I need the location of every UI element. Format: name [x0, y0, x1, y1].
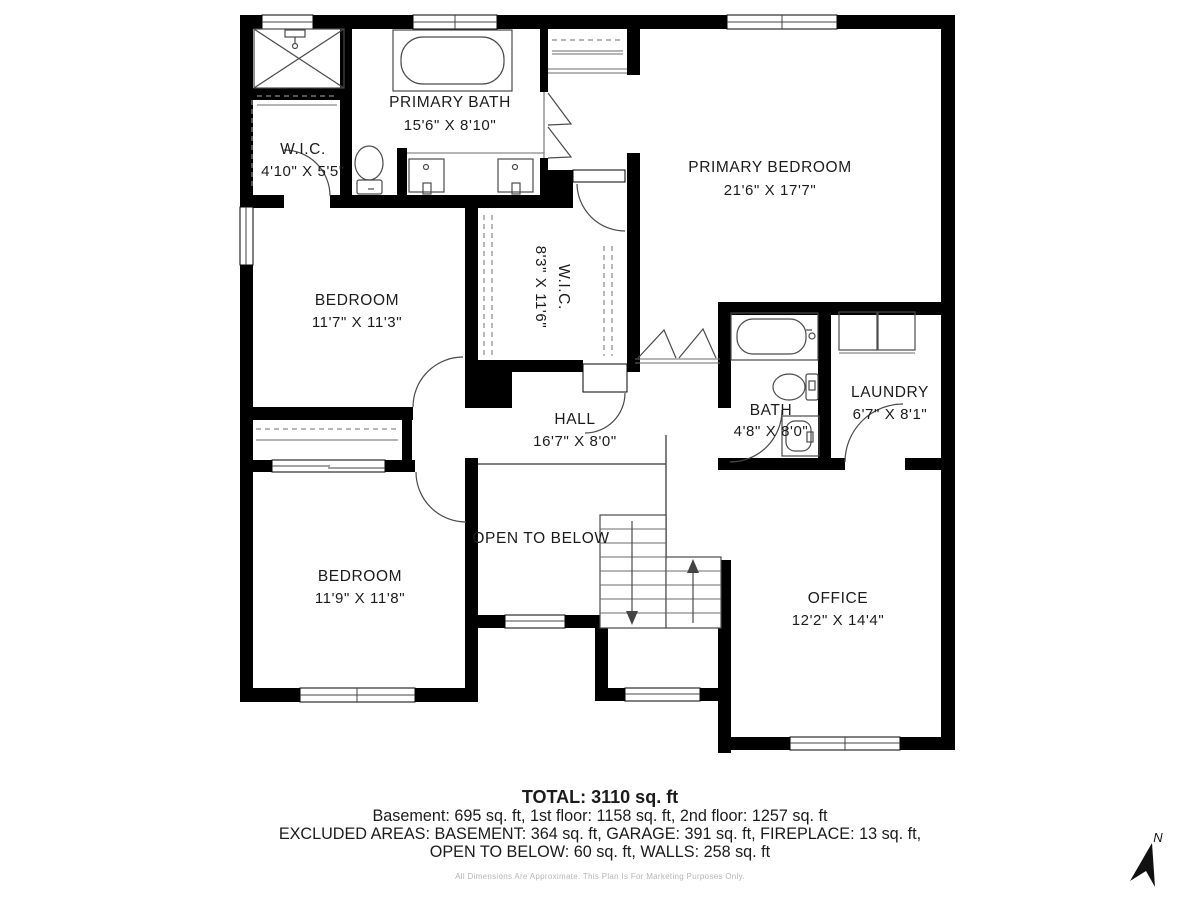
window [505, 615, 565, 628]
vanity-sinks-fixture [407, 153, 544, 194]
shower-fixture [254, 29, 344, 88]
toilet-fixture [773, 374, 818, 400]
door-arc [577, 184, 625, 231]
door-arc [416, 472, 466, 522]
disclaimer-text: All Dimensions Are Approximate. This Plan Is For Marketing Purposes Only. [455, 872, 745, 881]
area-summary [0, 788, 1200, 881]
floor-areas-text: Basement: 695 sq. ft, 1st floor: 1158 sq. ft, 2nd floor: 1257 sq. ft [372, 807, 828, 825]
room-dims-bedroom-lower: 11'9" X 11'8" [314, 590, 406, 607]
room-dims-primary-bath: 15'6" X 8'10" [403, 117, 497, 134]
window [262, 15, 313, 29]
north-label: N [1153, 830, 1163, 845]
room-dims-bedroom-upper: 11'7" X 11'3" [311, 314, 403, 331]
room-label-wic-large: W.I.C. [555, 264, 572, 310]
room-label-primary-bedroom: PRIMARY BEDROOM [688, 159, 852, 176]
room-dims-office: 12'2" X 14'4" [791, 612, 885, 629]
room-dims-wic-large: 8'3" X 11'6" [532, 245, 549, 329]
total-area-text: TOTAL: 3110 sq. ft [521, 787, 679, 807]
window [240, 207, 253, 265]
room-label-bath: BATH [749, 402, 793, 419]
room-dims-bath: 4'8" X 8'0" [733, 423, 809, 440]
sliding-closet-door [272, 460, 385, 472]
room-label-bedroom-upper: BEDROOM [314, 292, 400, 309]
window [727, 15, 837, 29]
room-label-laundry: LAUNDRY [851, 384, 929, 401]
window [300, 688, 415, 702]
bifold-door-icon [544, 92, 571, 158]
room-label-wic-small: W.I.C. [280, 141, 326, 158]
room-label-hall: HALL [554, 411, 596, 428]
excluded-areas-text-2: OPEN TO BELOW: 60 sq. ft, WALLS: 258 sq. ft [429, 843, 771, 861]
bathtub-fixture [393, 30, 512, 91]
room-label-office: OFFICE [807, 590, 869, 607]
window [790, 737, 900, 750]
bathtub-fixture [731, 313, 818, 360]
excluded-areas-text-1: EXCLUDED AREAS: BASEMENT: 364 sq. ft, GARAGE: 391 sq. ft, FIREPLACE: 13 sq. ft, [278, 825, 922, 843]
hall-closet-rod [256, 429, 398, 440]
toilet-fixture [355, 146, 383, 194]
room-label-primary-bath: PRIMARY BATH [389, 94, 511, 111]
linen-closet [548, 40, 627, 73]
door-leaf [583, 364, 627, 392]
room-label-bedroom-lower: BEDROOM [317, 568, 403, 585]
window [413, 15, 497, 29]
room-label-open-to-below: OPEN TO BELOW [472, 530, 610, 547]
washer-dryer-fixture [839, 312, 915, 353]
room-dims-primary-bedroom: 21'6" X 17'7" [723, 182, 817, 199]
door-leaf [573, 170, 625, 182]
door-arc [413, 357, 463, 407]
entry-double-door-icon [635, 329, 720, 363]
windows [240, 15, 900, 750]
room-dims-wic-small: 4'10" X 5'5" [261, 163, 345, 180]
room-dims-laundry: 6'7" X 8'1" [852, 406, 928, 423]
room-dims-hall: 16'7" X 8'0" [533, 433, 617, 450]
window [625, 688, 700, 701]
